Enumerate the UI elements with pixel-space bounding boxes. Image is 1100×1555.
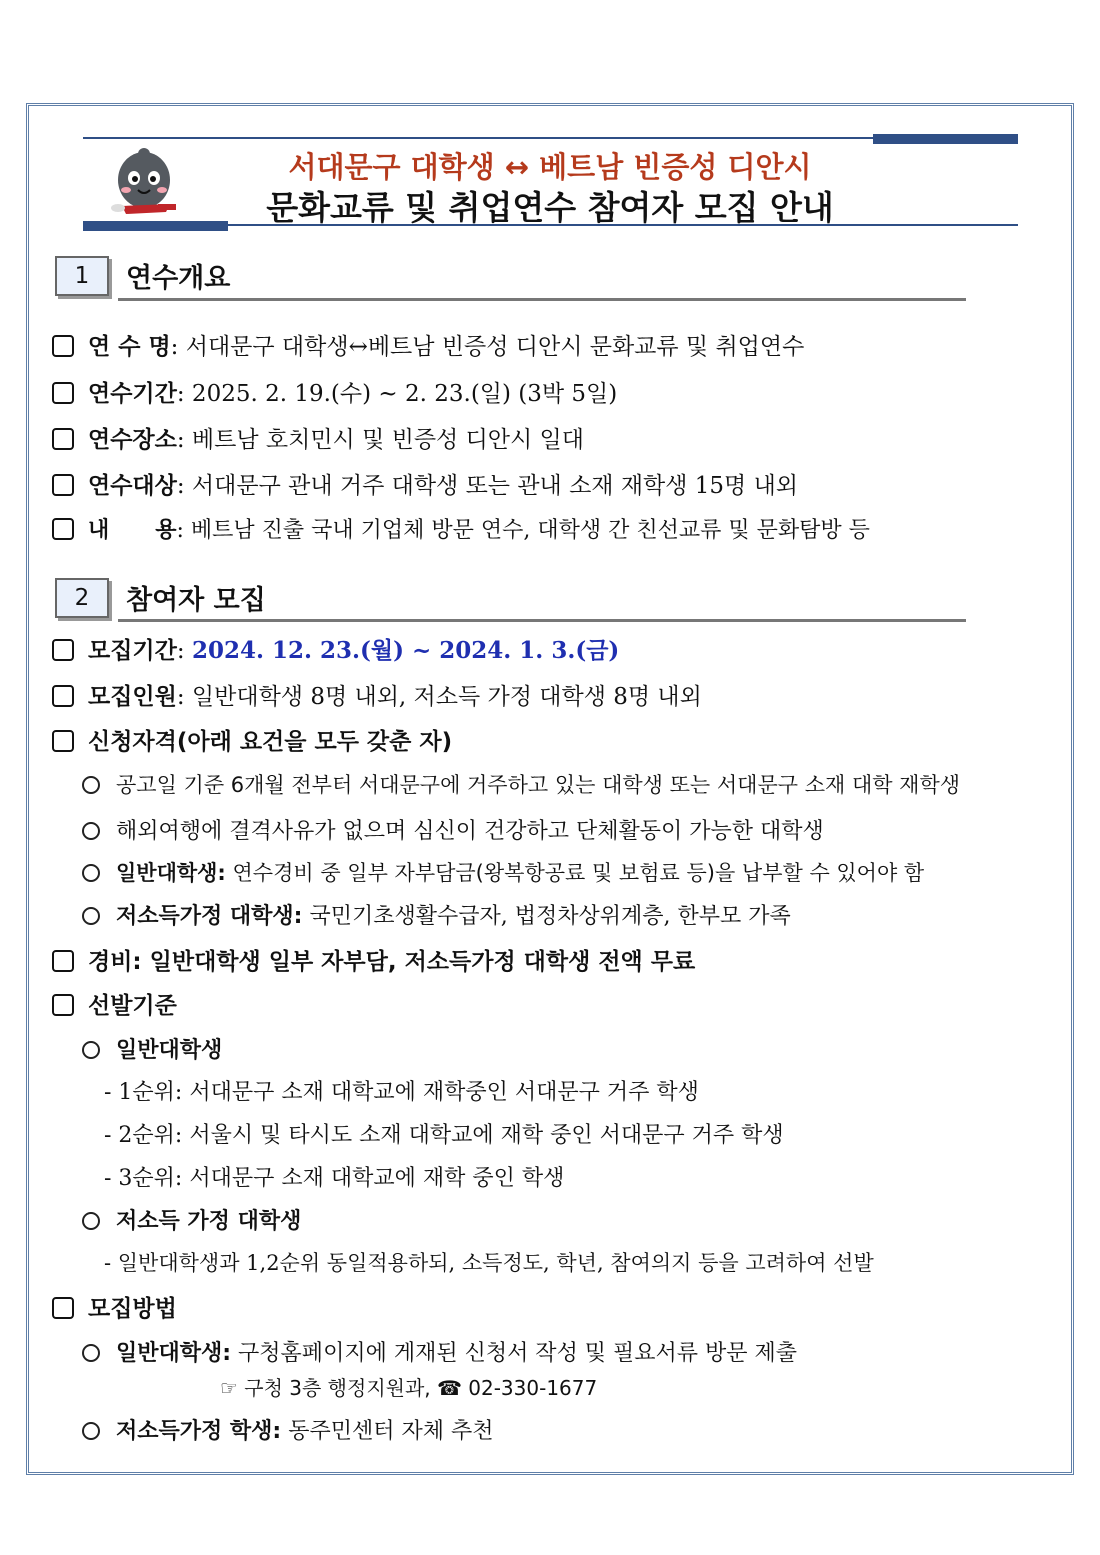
item-label: 신청자격(아래 요건을 모두 갖춘 자) bbox=[88, 729, 453, 755]
item-value: : 베트남 진출 국내 기업체 방문 연수, 대학생 간 친선교류 및 문화탐방 등 bbox=[176, 518, 870, 543]
section-underline bbox=[118, 298, 966, 301]
qualification-label: 저소득가정 대학생: bbox=[116, 904, 303, 929]
rank-item: - 2순위: 서울시 및 타시도 소재 대학교에 재학 중인 서대문구 거주 학생 bbox=[104, 1123, 784, 1148]
selection-heading bbox=[52, 987, 177, 1020]
item-label: 경비: 일반대학생 일부 자부담, 저소득가정 대학생 전액 무료 bbox=[88, 949, 696, 975]
section-title: 연수개요 bbox=[126, 263, 231, 294]
qualification-heading bbox=[52, 723, 452, 756]
item-value: : 베트남 호치민시 및 빈증성 디안시 일대 bbox=[176, 427, 584, 453]
section-underline bbox=[118, 619, 966, 622]
item-label: 모집기간 bbox=[88, 638, 177, 664]
page-subtitle: 서대문구 대학생 ↔ 베트남 빈증성 디안시 bbox=[288, 150, 812, 184]
overview-item-target bbox=[52, 467, 798, 500]
item-value: : 2025. 2. 19.(수) ~ 2. 23.(일) (3박 5일) bbox=[176, 381, 618, 407]
item-value: : 서대문구 관내 거주 대학생 또는 관내 소재 재학생 15명 내외 bbox=[176, 473, 799, 499]
qualification-item bbox=[82, 769, 960, 799]
circle-bullet-icon bbox=[82, 822, 100, 840]
method-item bbox=[82, 1336, 797, 1367]
item-label: 연수장소 bbox=[88, 427, 177, 453]
circle-bullet-icon bbox=[82, 1344, 100, 1362]
qualification-item bbox=[82, 857, 924, 887]
item-label: 모집방법 bbox=[88, 1296, 177, 1322]
method-label: 저소득가정 학생: bbox=[116, 1419, 282, 1444]
overview-item-place bbox=[52, 421, 584, 454]
checkbox-icon bbox=[52, 335, 74, 357]
method-label: 일반대학생: bbox=[116, 1341, 232, 1366]
item-label: 내 용 bbox=[88, 518, 177, 543]
cost-item bbox=[52, 943, 695, 976]
checkbox-icon bbox=[52, 518, 74, 540]
checkbox-icon bbox=[52, 994, 74, 1016]
checkbox-icon bbox=[52, 639, 74, 661]
section-number-badge: 2 bbox=[55, 578, 109, 618]
qualification-item bbox=[82, 899, 791, 930]
qualification-text: 연수경비 중 일부 자부담금(왕복항공료 및 보험료 등)을 납부할 수 있어야 함 bbox=[225, 861, 925, 885]
circle-bullet-icon bbox=[82, 776, 100, 794]
circle-bullet-icon bbox=[82, 1212, 100, 1230]
method-item bbox=[82, 1414, 493, 1445]
recruit-period: 모집기간: 2024. 12. 23.(월) ~ 2024. 1. 3.(금) bbox=[52, 632, 619, 665]
item-value: : 서대문구 대학생↔베트남 빈증성 디안시 문화교류 및 취업연수 bbox=[170, 334, 805, 360]
circle-bullet-icon bbox=[82, 907, 100, 925]
item-value: : 일반대학생 8명 내외, 저소득 가정 대학생 8명 내외 bbox=[176, 684, 702, 710]
qualification-item bbox=[82, 814, 824, 845]
section-number-badge: 1 bbox=[55, 256, 109, 296]
item-label: 연수대상 bbox=[88, 473, 177, 499]
rank-item: - 1순위: 서대문구 소재 대학교에 재학중인 서대문구 거주 학생 bbox=[104, 1080, 699, 1105]
method-contact: ☞ 구청 3층 행정지원과, ☎ 02-330-1677 bbox=[220, 1376, 598, 1400]
checkbox-icon bbox=[52, 1297, 74, 1319]
overview-item-period bbox=[52, 375, 617, 408]
circle-bullet-icon bbox=[82, 1422, 100, 1440]
qualification-text: 국민기초생활수급자, 법정차상위계층, 한부모 가족 bbox=[302, 904, 791, 929]
item-label: 모집인원 bbox=[88, 684, 177, 710]
circle-bullet-icon bbox=[82, 1041, 100, 1059]
checkbox-icon bbox=[52, 950, 74, 972]
method-text: 동주민센터 자체 추천 bbox=[281, 1419, 494, 1444]
item-label: 선발기준 bbox=[88, 993, 177, 1019]
qualification-text: 해외여행에 결격사유가 없으며 심신이 건강하고 단체활동이 가능한 대학생 bbox=[116, 819, 824, 844]
section-title: 참여자 모집 bbox=[126, 585, 266, 616]
checkbox-icon bbox=[52, 382, 74, 404]
selection-group bbox=[82, 1204, 301, 1235]
selection-group-label: 일반대학생 bbox=[116, 1038, 223, 1063]
item-label: 연수기간 bbox=[88, 381, 177, 407]
checkbox-icon bbox=[52, 730, 74, 752]
checkbox-icon bbox=[52, 428, 74, 450]
circle-bullet-icon bbox=[82, 864, 100, 882]
overview-item-content bbox=[52, 513, 870, 544]
recruit-people bbox=[52, 678, 702, 711]
overview-item-name bbox=[52, 328, 804, 361]
period-value: 2024. 12. 23.(월) ~ 2024. 1. 3.(금) bbox=[191, 637, 620, 664]
qualification-text: 공고일 기준 6개월 전부터 서대문구에 거주하고 있는 대학생 또는 서대문구 소재 대학 재학생 bbox=[116, 773, 961, 797]
selection-group-label: 저소득 가정 대학생 bbox=[116, 1209, 302, 1234]
header-top-accent bbox=[873, 134, 1018, 144]
rank-item: - 3순위: 서대문구 소재 대학교에 재학 중인 학생 bbox=[104, 1166, 565, 1191]
item-label: 연 수 명 bbox=[88, 334, 171, 360]
method-heading bbox=[52, 1290, 177, 1323]
page-title: 문화교류 및 취업연수 참여자 모집 안내 bbox=[266, 188, 834, 227]
checkbox-icon bbox=[52, 474, 74, 496]
method-text: 구청홈페이지에 게재된 신청서 작성 및 필요서류 방문 제출 bbox=[231, 1341, 798, 1366]
checkbox-icon bbox=[52, 685, 74, 707]
selection-group bbox=[82, 1033, 222, 1064]
qualification-label: 일반대학생: bbox=[116, 861, 226, 885]
selection-low-detail: - 일반대학생과 1,2순위 동일적용하되, 소득정도, 학년, 참여의지 등을 고려하여 선발 bbox=[104, 1251, 874, 1275]
